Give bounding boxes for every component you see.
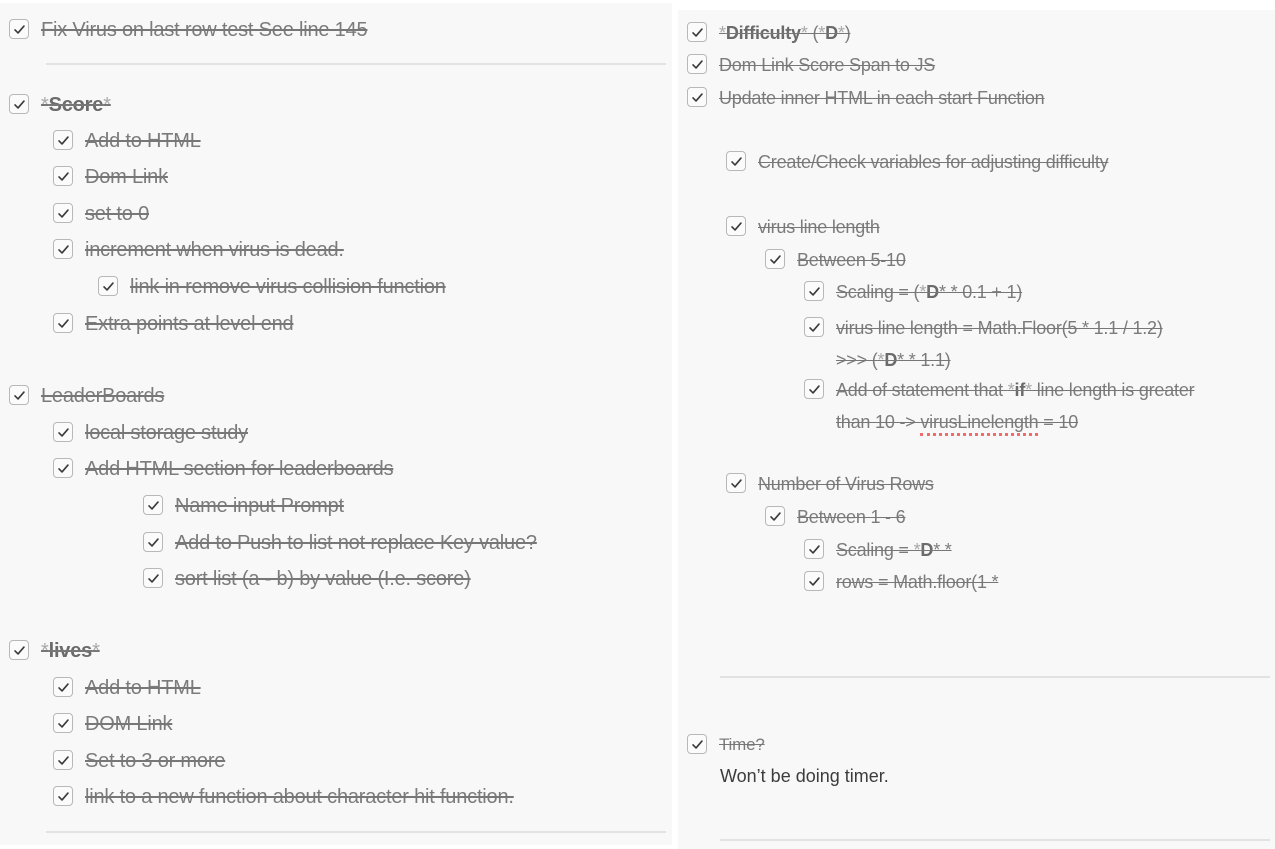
todo-fix-virus: Fix Virus on last row test See line 145 <box>9 17 367 43</box>
checkmark-icon <box>57 462 70 475</box>
checkbox[interactable] <box>53 313 73 333</box>
checkmark-icon <box>57 790 70 803</box>
checkbox[interactable] <box>765 249 785 269</box>
checkbox[interactable] <box>804 317 824 337</box>
checkbox[interactable] <box>9 94 29 114</box>
checkbox[interactable] <box>687 734 707 754</box>
todo-lives-item: Add to HTML <box>53 675 201 701</box>
checkbox[interactable] <box>53 713 73 733</box>
todo-item: Update inner HTML in each start Function <box>687 85 1045 111</box>
spellcheck-underline: virusLinelength <box>920 412 1038 436</box>
checkmark-icon <box>808 575 821 588</box>
checkmark-icon <box>57 754 70 767</box>
checkbox[interactable] <box>726 151 746 171</box>
todo-leaderboards-item: Add HTML section for leaderboards <box>53 456 393 482</box>
todo-virus-rows-scaling: Scaling = *D* * <box>804 537 952 563</box>
checkmark-icon <box>730 477 743 490</box>
checkbox[interactable] <box>726 473 746 493</box>
todo-leaderboards-item: Name input Prompt <box>143 493 344 519</box>
checkmark-icon <box>13 644 26 657</box>
todo-score-item: Add to HTML <box>53 128 201 154</box>
separator <box>46 831 666 833</box>
checkbox[interactable] <box>804 571 824 591</box>
todo-lives-heading: *lives* <box>9 638 100 664</box>
checkmark-icon <box>730 155 743 168</box>
checkbox[interactable] <box>9 640 29 660</box>
todo-time: Time? <box>687 732 765 758</box>
checkmark-icon <box>13 98 26 111</box>
checkbox[interactable] <box>765 506 785 526</box>
checkmark-icon <box>691 738 704 751</box>
checkmark-icon <box>57 243 70 256</box>
checkbox[interactable] <box>53 750 73 770</box>
separator <box>720 676 1270 678</box>
right-notes-pane <box>678 10 1275 849</box>
checkmark-icon <box>13 389 26 402</box>
checkmark-icon <box>147 572 160 585</box>
checkbox[interactable] <box>53 239 73 259</box>
todo-score-item: increment when virus is dead. <box>53 237 344 263</box>
checkmark-icon <box>57 426 70 439</box>
checkbox[interactable] <box>687 22 707 42</box>
checkbox[interactable] <box>804 281 824 301</box>
todo-lives-item: DOM Link <box>53 711 172 737</box>
todo-create-check: Create/Check variables for adjusting difficulty <box>726 149 1108 175</box>
checkmark-icon <box>808 543 821 556</box>
checkbox[interactable] <box>143 568 163 588</box>
checkmark-icon <box>57 681 70 694</box>
separator <box>720 839 1270 841</box>
todo-virus-line-if: Add of statement that *if* line length is greater than 10 -> virusLinelength = 10 <box>804 374 1194 438</box>
todo-score-item: Dom Link <box>53 164 168 190</box>
checkbox[interactable] <box>53 677 73 697</box>
todo-virus-rows-heading: Number of Virus Rows <box>726 471 934 497</box>
todo-lives-item: Set to 3 or more <box>53 748 225 774</box>
checkbox[interactable] <box>53 458 73 478</box>
checkbox[interactable] <box>143 495 163 515</box>
todo-score-item: set to 0 <box>53 201 149 227</box>
checkmark-icon <box>769 253 782 266</box>
todo-lives-item: link to a new function about character hit function. <box>53 784 514 810</box>
checkbox[interactable] <box>53 422 73 442</box>
todo-virus-line-heading: virus line length <box>726 214 880 240</box>
checkbox[interactable] <box>726 216 746 236</box>
todo-score-item: Extra points at level end <box>53 311 293 337</box>
checkbox[interactable] <box>98 276 118 296</box>
checkmark-icon <box>769 510 782 523</box>
todo-item: Dom Link Score Span to JS <box>687 52 935 78</box>
checkbox[interactable] <box>53 203 73 223</box>
checkmark-icon <box>808 383 821 396</box>
todo-virus-line-formula: virus line length = Math.Floor(5 * 1.1 / 1.2) >>> (*D* * 1.1) <box>804 312 1163 376</box>
checkmark-icon <box>691 58 704 71</box>
checkmark-icon <box>57 317 70 330</box>
checkbox[interactable] <box>687 54 707 74</box>
checkmark-icon <box>808 285 821 298</box>
checkbox[interactable] <box>53 166 73 186</box>
todo-score-item: link in remove virus collision function <box>98 274 446 300</box>
checkbox[interactable] <box>9 385 29 405</box>
checkmark-icon <box>57 134 70 147</box>
checkmark-icon <box>102 280 115 293</box>
checkbox[interactable] <box>687 87 707 107</box>
checkbox[interactable] <box>804 539 824 559</box>
todo-virus-rows-between: Between 1 - 6 <box>765 504 905 530</box>
checkmark-icon <box>691 91 704 104</box>
checkmark-icon <box>147 536 160 549</box>
separator <box>46 63 666 65</box>
checkbox[interactable] <box>143 532 163 552</box>
todo-leaderboards-item: Add to Push to list not replace Key value? <box>143 530 537 556</box>
checkmark-icon <box>147 499 160 512</box>
checkbox[interactable] <box>804 379 824 399</box>
todo-leaderboards-heading: LeaderBoards <box>9 383 164 409</box>
checkmark-icon <box>57 207 70 220</box>
todo-score-heading: *Score* <box>9 92 111 118</box>
checkmark-icon <box>808 321 821 334</box>
checkmark-icon <box>691 26 704 39</box>
todo-leaderboards-item: sort list (a - b) by value (I.e. score) <box>143 566 471 592</box>
checkbox[interactable] <box>9 19 29 39</box>
time-note: Won’t be doing timer. <box>720 766 889 786</box>
checkmark-icon <box>730 220 743 233</box>
checkbox[interactable] <box>53 786 73 806</box>
todo-difficulty-heading: *Difficulty* (*D*) <box>687 20 850 46</box>
left-notes-pane <box>0 3 672 845</box>
todo-virus-line-between: Between 5-10 <box>765 247 906 273</box>
checkmark-icon <box>13 23 26 36</box>
todo-virus-line-scaling: Scaling = (*D* * 0.1 + 1) <box>804 279 1022 305</box>
checkbox[interactable] <box>53 130 73 150</box>
todo-virus-rows-formula: rows = Math.floor(1 * <box>804 569 998 595</box>
checkmark-icon <box>57 717 70 730</box>
todo-leaderboards-item: local storage study <box>53 420 248 446</box>
checkmark-icon <box>57 170 70 183</box>
